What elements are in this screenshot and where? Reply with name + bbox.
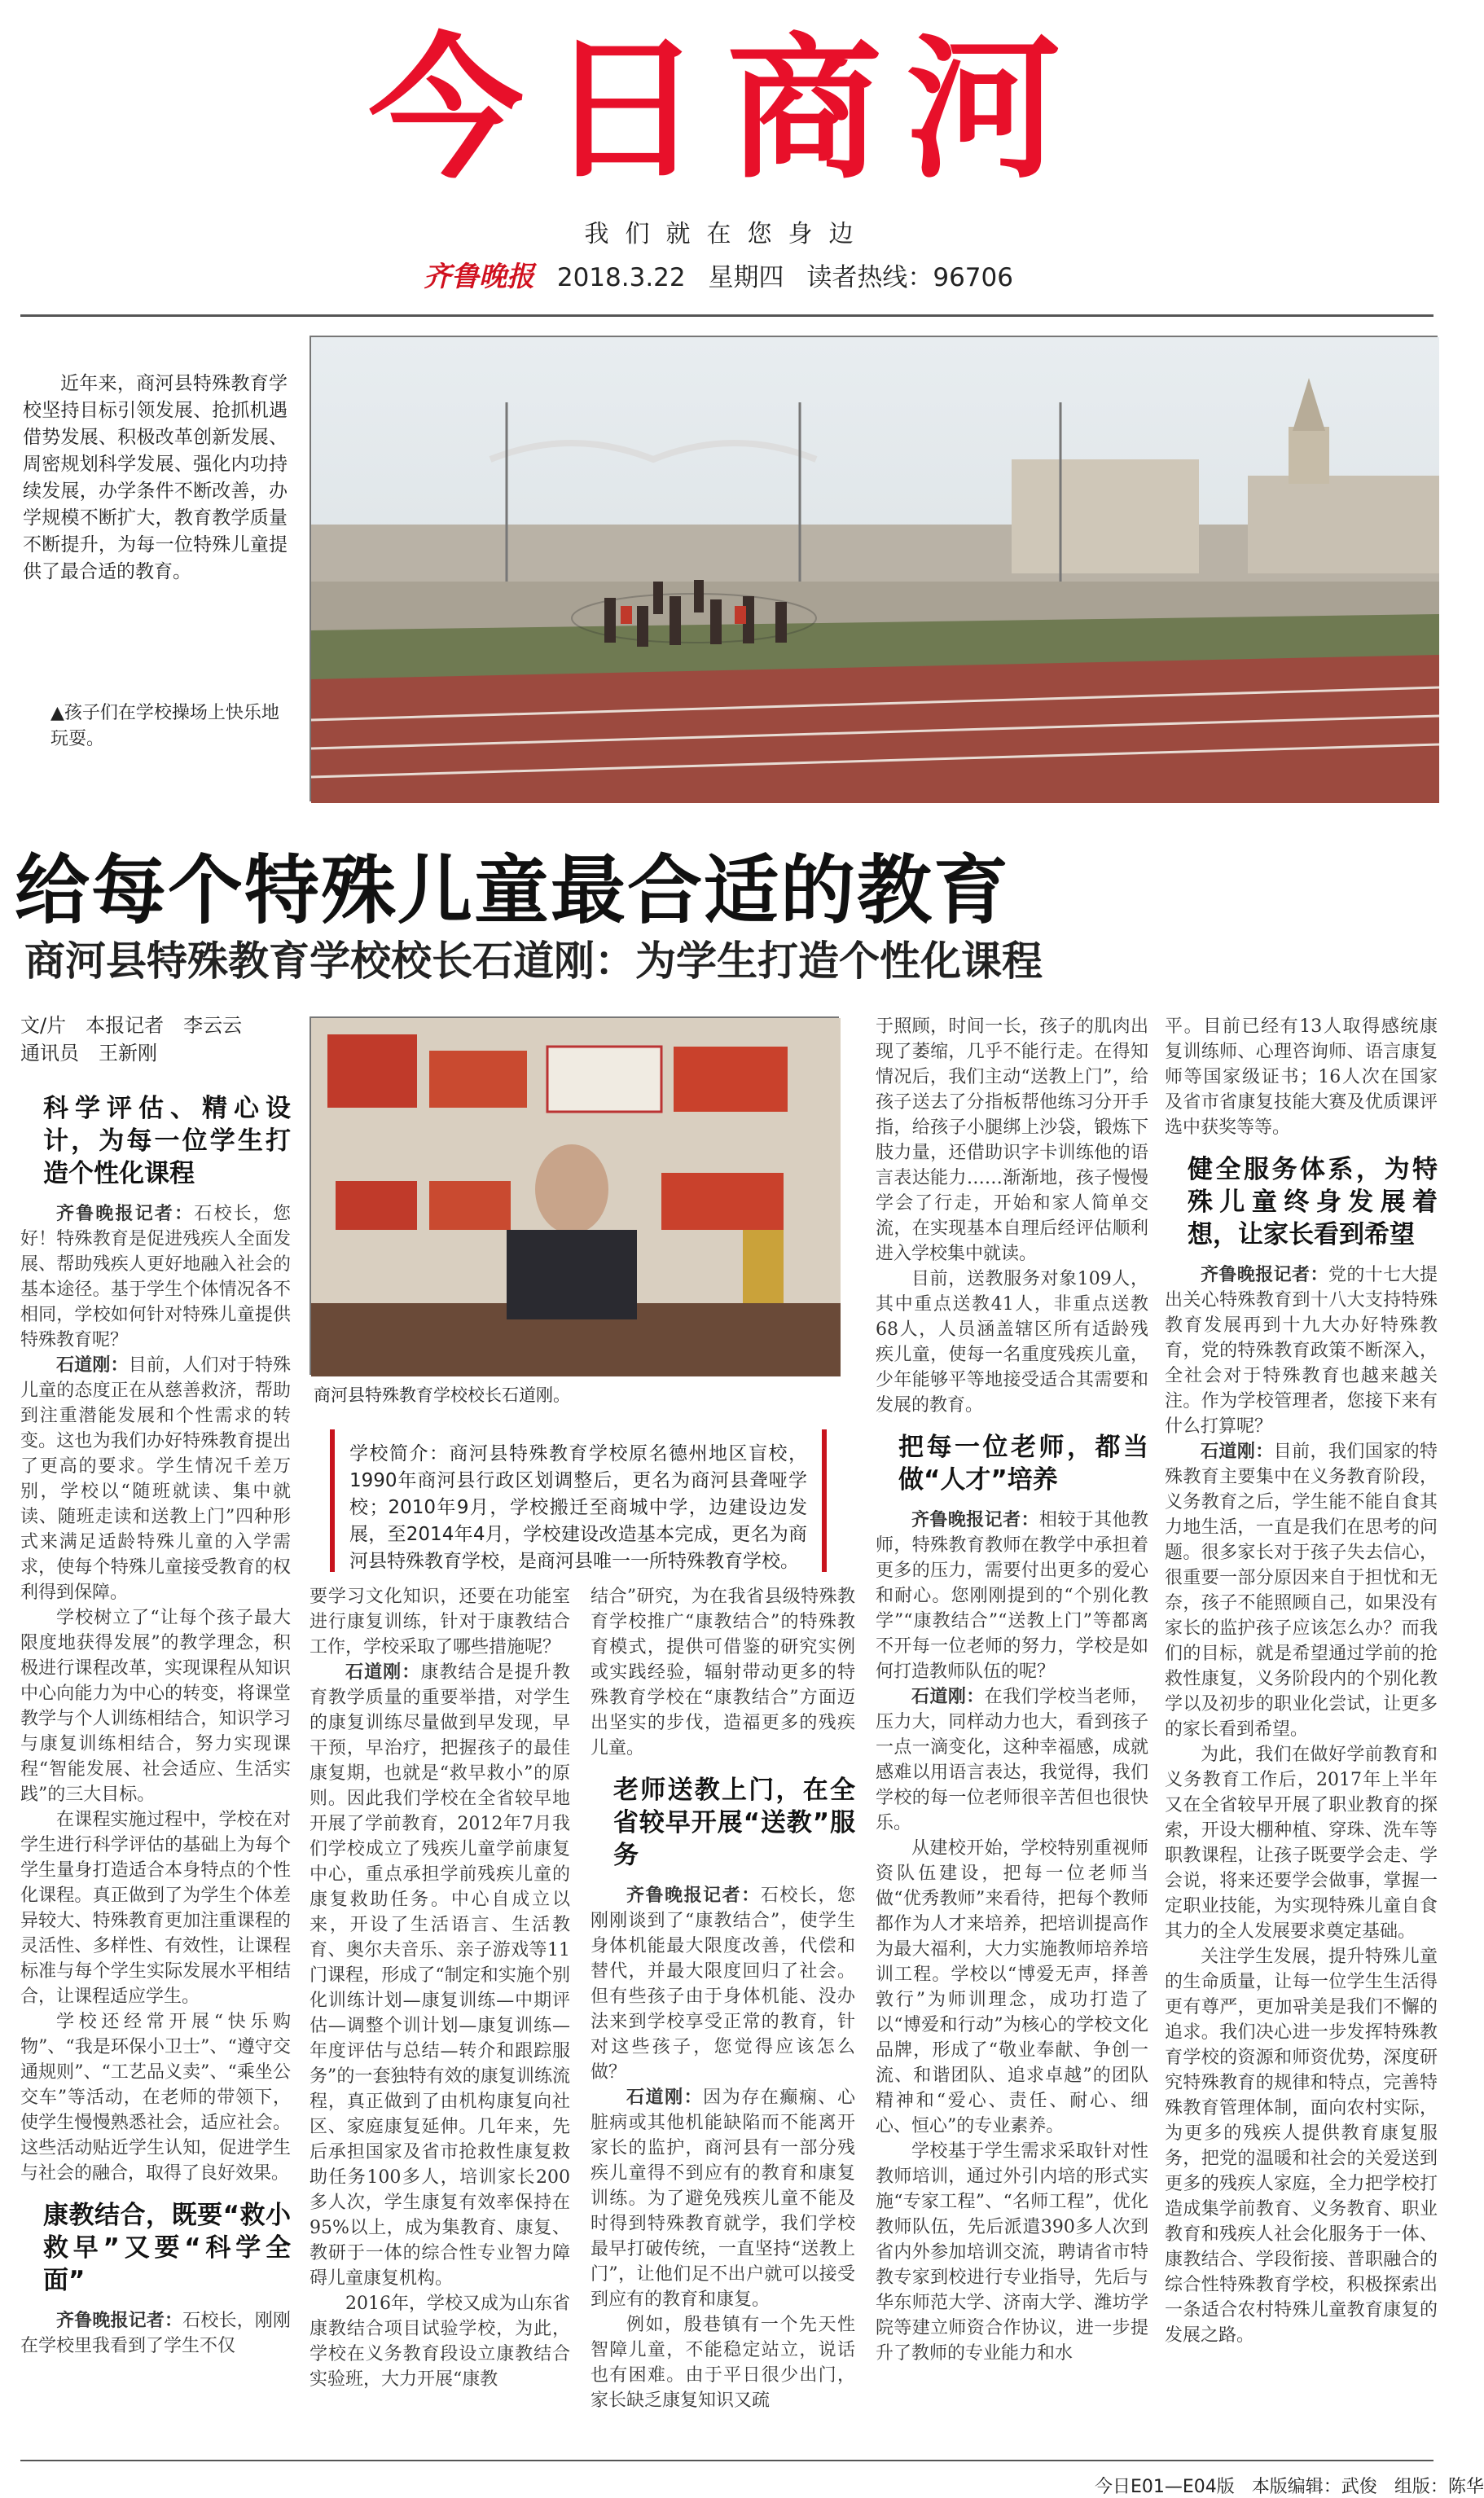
paragraph: 石校长，您好！特殊教育是促进残疾人全面发展、帮助残疾人更好地融入社会的基本途径。基于学生个体情况各不相同，学校如何针对特殊儿童提供特殊教育呢？ <box>20 1204 291 1350</box>
interviewee-label: 石道刚： <box>56 1355 129 1376</box>
reader-hotline: 读者热线：96706 <box>806 263 1013 292</box>
subheadline: 商河县特殊教育学校校长石道刚：为学生打造个性化课程 <box>24 937 1043 985</box>
brand-logo: 齐鲁晚报 <box>424 261 534 293</box>
paragraph: 学校树立了“让每个孩子最大限度地获得发展”的教学理念，积极进行课程改革，实现课程从知识中心向能力为中心的转变，将课堂教学与个人训练相结合，知识学习与康复训练相结合，努力实现课程“智能发展、社会适应、生活实践”的三大目标。 <box>20 1608 291 1805</box>
headline: 给每个特殊儿童最合适的教育 <box>15 847 1011 934</box>
paragraph: 2016年，学校又成为山东省康教结合项目试验学校，为此，学校在义务教育段设立康教结合实验班，大力开展“康教 <box>310 2294 570 2390</box>
interviewer-label: 齐鲁晚报记者： <box>56 2311 183 2331</box>
paragraph: 结合”研究，为在我省县级特殊教育学校推广“康教结合”的特殊教育模式，提供可借鉴的研究实例或实践经验，辐射带动更多的特殊教育学校在“康教结合”方面迈出坚实的步伐，造福更多的残疾儿童。 <box>591 1587 855 1758</box>
section-heading: 健全服务体系，为特殊儿童终身发展着想，让家长看到希望 <box>1188 1155 1438 1249</box>
section-heading: 科学评估、精心设计，为每一位学生打造个性化课程 <box>43 1094 291 1188</box>
column-4 <box>876 1014 1148 2366</box>
paragraph: 目前，我们国家的特殊教育主要集中在义务教育阶段，义务教育之后，学生能不能自食其力地生活，一直是我们在思考的问题。很多家长对于孩子失去信心，很重要一部分原因来自于担忧和无奈，孩子不能照顾自己，如果没有家长的监护孩子应该怎么办？而我们的目标，就是希望通过学前的抢救性康复，义务阶段内的个别化教学以及初步的职业化尝试，让更多的家长看到希望。 <box>1165 1442 1438 1740</box>
issue-info <box>424 254 1157 294</box>
paragraph: 从建校开始，学校特别重视师资队伍建设，把每一位老师当做“优秀教师”来看待，把每个教师都作为人才来培养，把培训提高作为最大福利，大力实施教师培养培训工程。学校以“博爱无声，择善敦行”为师训理念，成功打造了以“博爱和行动”为核心的学校文化品牌，形成了“敬业奉献、争创一流、和谐团队、追求卓越”的团队精神和“爱心、责任、耐心、细心、恒心”的专业素养。 <box>876 1838 1148 2136</box>
interviewer-label: 齐鲁晚报记者： <box>1201 1265 1328 1285</box>
paragraph: 要学习文化知识，还要在功能室进行康复训练，针对于康教结合工作，学校采取了哪些措施呢？ <box>310 1587 570 1657</box>
paragraph: 在我们学校当老师，压力大，同样动力也大，看到孩子一点一滴变化，这种幸福感，成就感难以用语言表达，我觉得，我们学校的每一位老师很辛苦但也很快乐。 <box>876 1687 1148 1833</box>
column-5 <box>1165 1014 1438 2348</box>
paragraph: 目前，送教服务对象109人，其中重点送教41人，非重点送教68人，人员涵盖辖区所有适龄残疾儿童，使每一名重度残疾儿童，少年能够平等地接受适合其需要和发展的教育。 <box>876 1269 1148 1416</box>
byline <box>20 1012 289 1067</box>
paragraph: 关注学生发展，提升特殊儿童的生命质量，让每一位学生生活得更有尊严，更加팎美是我们不懈的追求。我们决心进一步发挥特殊教育学校的资源和师资优势，深度研究特殊教育的规律和特点，完善特殊教育管理体制，面向农村实际，为更多的残疾人提供教育康复服务，把党的温暖和社会的关爱送到更多的残疾人家庭，全力把学校打造成集学前教育、义务教育、职业教育和残疾人社会化服务于一体、康教结合、学段衔接、普职融合的综合性特殊教育学校，积极探索出一条适合农村特殊儿童教育康复的发展之路。 <box>1165 1947 1438 2346</box>
school-profile-box: 学校简介：商河县特殊教育学校原名德州地区盲校，1990年商河县行政区划调整后，更名为商河县聋哑学校；2010年9月，学校搬迁至商城中学，边建设边发展，至2014年4月，学校建设改造基本完成，更名为商河县特殊教育学校，是商河县唯一一所特殊教育学校。 <box>330 1429 827 1572</box>
paragraph: 在课程实施过程中，学校在对学生进行科学评估的基础上为每个学生量身打造适合本身特点的个性化课程。真正做到了为学生个体差异较大、特殊教育更加注重课程的灵活性、多样性、有效性，让课程标准与每个学生实际发展水平相结合，让课程适应学生。 <box>20 1810 291 2007</box>
section-heading: 把每一位老师，都当做“人才”培养 <box>898 1433 1148 1495</box>
principal-photo <box>310 1016 839 1375</box>
interviewee-label: 石道刚： <box>626 2088 704 2108</box>
paragraph: 学校还经常开展“快乐购物”、“我是环保小卫士”、“遵守交通规则”、“工艺品义卖”、“乘坐公交车”等活动，在老师的带领下，使学生慢慢熟悉社会，适应社会。这些活动贴近学生认知，促进学生与社会的融合，取得了良好效果。 <box>20 2012 291 2184</box>
section-heading: 老师送教上门，在全省较早开展“送教”服务 <box>613 1776 855 1870</box>
paragraph: 党的十七大提出关心特殊教育到十八大支持特殊教育发展再到十九大办好特殊教育，党的特殊教育政策不断深入，全社会对于特殊教育也越来越关注。作为学校管理者，您接下来有什么打算呢？ <box>1165 1265 1438 1437</box>
interviewer-label: 齐鲁晚报记者： <box>56 1204 195 1224</box>
slogan: 我们就在您身边 <box>584 220 870 248</box>
paragraph: 为此，我们在做好学前教育和义务教育工作后，2017年上半年又在全省较早开展了职业教育的探索，开设大棚种植、穿珠、洗车等职教课程，让孩子既要学会走、学会说，将来还要学会做事，掌握一定职业技能，为实现特殊儿童自食其力的全人发展要求奠定基础。 <box>1165 1745 1438 1942</box>
byline-correspondent: 通讯员 王新刚 <box>20 1042 157 1065</box>
paragraph: 平。目前已经有13人取得感统康复训练师、心理咨询师、语言康复师等国家级证书；16人次在国家及省市省康复技能大赛及优质课评选中获奖等等。 <box>1165 1016 1438 1138</box>
masthead <box>0 0 1454 326</box>
editor-credit: 本版编辑：武俊 <box>1251 2477 1377 2497</box>
paragraph: 石校长，您刚刚谈到了“康教结合”，使学生身体机能最大限度改善，代偿和替代，并最大限度回归了社会。但有些孩子由于身体机能、没办法来到学校享受正常的教育，针对这些孩子，您觉得应该怎么做？ <box>591 1886 855 2083</box>
interviewer-label: 齐鲁晚报记者： <box>911 1510 1039 1530</box>
paragraph: 相较于其他教师，特殊教育教师在教学中承担着更多的压力，需要付出更多的爱心和耐心。您刚刚提到的“个别化教学”“康教结合”“送教上门”等都离不开每一位老师的努力，学校是如何打造教师队伍的呢？ <box>876 1510 1148 1682</box>
interviewee-label: 石道刚： <box>1201 1442 1274 1462</box>
divider <box>20 314 1434 317</box>
layout-credit: 组版：陈华 <box>1394 2477 1484 2497</box>
interviewee-label: 石道刚： <box>911 1687 985 1707</box>
paragraph: 例如，殷巷镇有一个先天性智障儿童，不能稳定站立，说话也有困难。由于平日很少出门，家长缺乏康复知识又疏 <box>591 2315 855 2411</box>
newspaper-title: 今日商河 <box>368 20 1086 200</box>
column-1 <box>20 1079 291 2359</box>
photo-caption: ▲孩子们在学校操场上快乐地玩耍。 <box>50 703 279 749</box>
column-2 <box>310 1584 570 2392</box>
intro-text: 近年来，商河县特殊教育学校坚持目标引领发展、抢抓机遇借势发展、积极改革创新发展、周密规划科学发展、强化内功持续发展，办学条件不断改善，办学规模不断扩大，教育教学质量不断提升，为每一位特殊儿童提供了最合适的教育。 <box>23 373 288 582</box>
issue-date: 2018.3.22 <box>556 263 686 292</box>
paragraph: 学校基于学生需求采取针对性教师培训，通过外引内培的形式实施“专家工程”、“名师工程”，优化教师队伍，先后派遣390多人次到省内外参加培训交流，聘请省市特教专家到校进行专业指导，先后与华东师范大学、济南大学、潍坊学院等建立师资合作协议，进一步提升了教师的专业能力和水 <box>876 2141 1148 2364</box>
issue-weekday: 星期四 <box>708 263 784 292</box>
divider <box>20 2460 1434 2461</box>
interviewee-label: 石道刚： <box>345 1662 421 1683</box>
column-3 <box>591 1584 855 2413</box>
section-heading: 康教结合，既要“救小救早”又要“科学全面” <box>43 2201 291 2295</box>
principal-photo-caption: 商河县特殊教育学校校长石道刚。 <box>314 1385 570 1405</box>
playground-photo <box>310 336 1438 801</box>
interviewer-label: 齐鲁晚报记者： <box>626 1886 761 1906</box>
paragraph: 因为存在癫痫、心脏病或其他机能缺陷而不能离开家长的监护，商河县有一部分残疾儿童得不到应有的教育和康复训练。为了避免残疾儿童不能及时得到特殊教育就学，我们学校最早打破传统，一直坚持“送教上门”，让他们足不出户就可以接受到应有的教育和康复。 <box>591 2088 855 2310</box>
paragraph: 目前，人们对于特殊儿童的态度正在从慈善救济，帮助到注重潜能发展和个性需求的转变。这也为我们办好特殊教育提出了更高的要求。学生情况千差万别，学校以“随班就读、集中就读、随班走读和送教上门”四种形式来满足适龄特殊儿童的入学需求，使每个特殊儿童接受教育的权利得到保障。 <box>20 1355 291 1603</box>
paragraph: 于照顾，时间一长，孩子的肌肉出现了萎缩，几乎不能行走。在得知情况后，我们主动“送教上门”，给孩子送去了分指板帮他练习分开手指，给孩子小腿绑上沙袋，锻炼下肢力量，还借助识字卡训练他的语言表达能力……渐渐地，孩子慢慢学会了行走，开始和家人简单交流，在实现基本自理后经评估顺利进入学校集中就读。 <box>876 1016 1148 1264</box>
byline-reporter: 文/片 本报记者 李云云 <box>20 1014 243 1037</box>
page-footer <box>1083 2473 1484 2498</box>
paragraph: 康教结合是提升教育教学质量的重要举措，对学生的康复训练尽量做到早发现，早干预，早治疗，把握孩子的最佳康复期，也就是“救早救小”的原则。因此我们学校在全省较早地开展了学前教育，2012年7月我们学校成立了残疾儿童学前康复中心，重点承担学前残疾儿童的康复救助任务。中心自成立以来，开设了生活语言、生活教育、奥尔夫音乐、亲子游戏等11门课程，形成了“制定和实施个别化训练计划—康复训练—中期评估—调整个训计划—康复训练—年度评估与总结—转介和跟踪服务”的一套独特有效的康复训练流程，真正做到了由机构康复向社区、家庭康复延伸。几年来，先后承担国家及省市抢救性康复救助任务100多人，培训家长200多人次，学生康复有效率保持在95%以上，成为集教育、康复、教研于一体的综合性专业智力障碍儿童康复机构。 <box>310 1662 570 2289</box>
paragraph: 石校长，刚刚在学校里我看到了学生不仅 <box>20 2311 291 2356</box>
page-range: 今日E01—E04版 <box>1095 2477 1235 2497</box>
